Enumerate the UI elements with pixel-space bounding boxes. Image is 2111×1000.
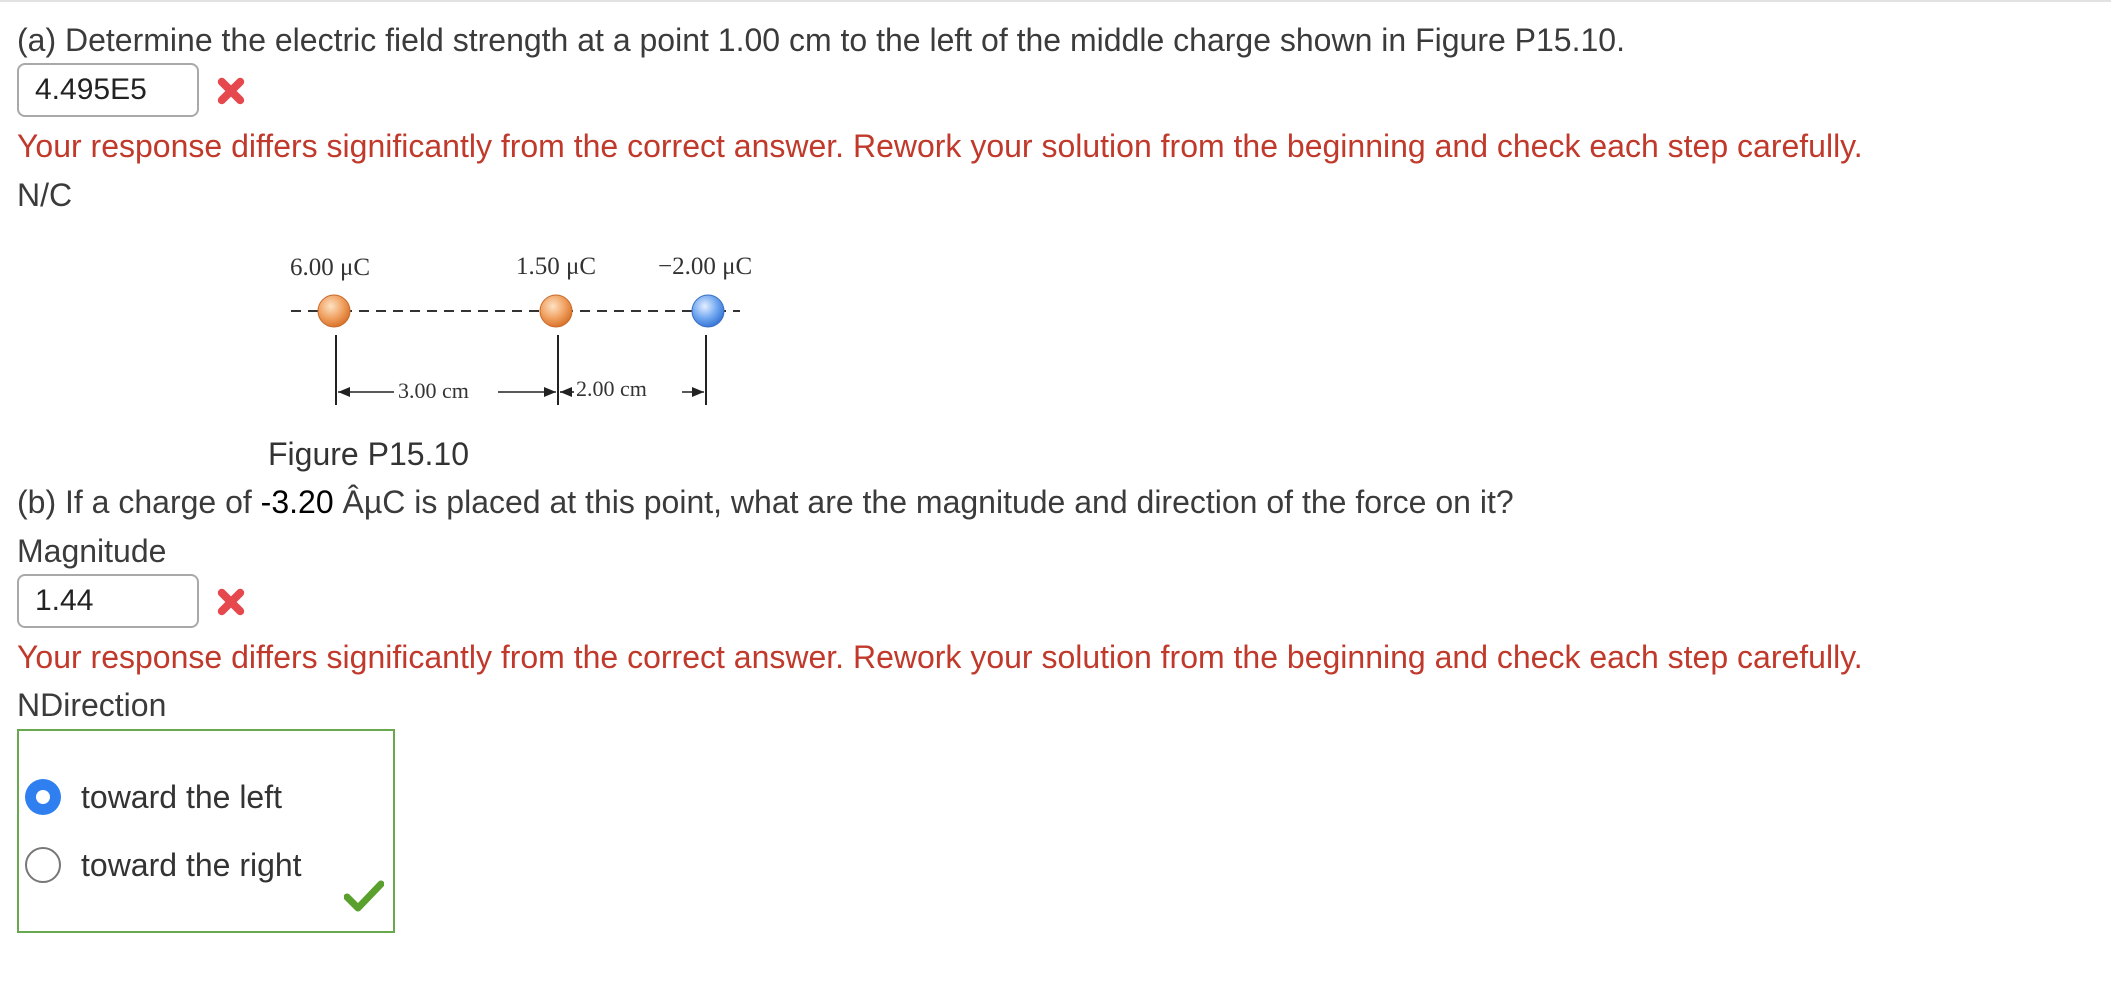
charge-label-right: −2.00 μC bbox=[658, 253, 753, 280]
correct-check-icon bbox=[344, 879, 384, 913]
distance-label-left: 3.00 cm bbox=[398, 378, 469, 403]
part-a-feedback: Your response differs significantly from the correct answer. Rework your solution from the beginning and check each step carefully. bbox=[17, 128, 1863, 164]
figure-caption: Figure P15.10 bbox=[268, 436, 470, 472]
charge-label-left: 6.00 μC bbox=[290, 254, 371, 281]
radio-label-right: toward the right bbox=[81, 846, 302, 883]
charge-diagram bbox=[270, 240, 790, 420]
part-b-prefix: (b) If a charge of bbox=[17, 484, 261, 520]
radio-label-left: toward the left bbox=[81, 778, 282, 815]
charge-left-positive bbox=[318, 295, 350, 327]
magnitude-label: Magnitude bbox=[17, 533, 167, 569]
part-b-charge-value: -3.20 bbox=[260, 484, 334, 520]
radio-option-right[interactable] bbox=[25, 840, 302, 890]
charge-label-middle: 1.50 μC bbox=[516, 253, 597, 280]
radio-selected-icon[interactable] bbox=[25, 779, 61, 815]
question-part-b bbox=[17, 482, 1514, 522]
incorrect-x-icon bbox=[212, 72, 250, 110]
magnitude-feedback: Your response differs significantly from the correct answer. Rework your solution from the beginning and check each step carefully. bbox=[17, 639, 1863, 675]
question-part-a: (a) Determine the electric field strength at a point 1.00 cm to the left of the middle charge shown in Figure P15.10. bbox=[17, 22, 1625, 58]
radio-unselected-icon[interactable] bbox=[25, 847, 61, 883]
figure-p15-10 bbox=[270, 240, 790, 420]
top-divider bbox=[0, 0, 2111, 2]
magnitude-answer-input[interactable]: 1.44 bbox=[17, 574, 199, 628]
charge-middle-positive bbox=[540, 295, 572, 327]
part-b-suffix: ÂµC is placed at this point, what are the magnitude and direction of the force on it? bbox=[333, 484, 1514, 520]
part-a-answer-input[interactable]: 4.495E5 bbox=[17, 63, 199, 117]
distance-label-right: 2.00 cm bbox=[576, 376, 647, 401]
direction-radio-group bbox=[17, 729, 395, 933]
direction-label: NDirection bbox=[17, 687, 167, 723]
radio-option-left[interactable] bbox=[25, 772, 282, 822]
charge-right-negative bbox=[692, 295, 724, 327]
incorrect-x-icon bbox=[212, 583, 250, 621]
part-a-unit: N/C bbox=[17, 177, 73, 213]
